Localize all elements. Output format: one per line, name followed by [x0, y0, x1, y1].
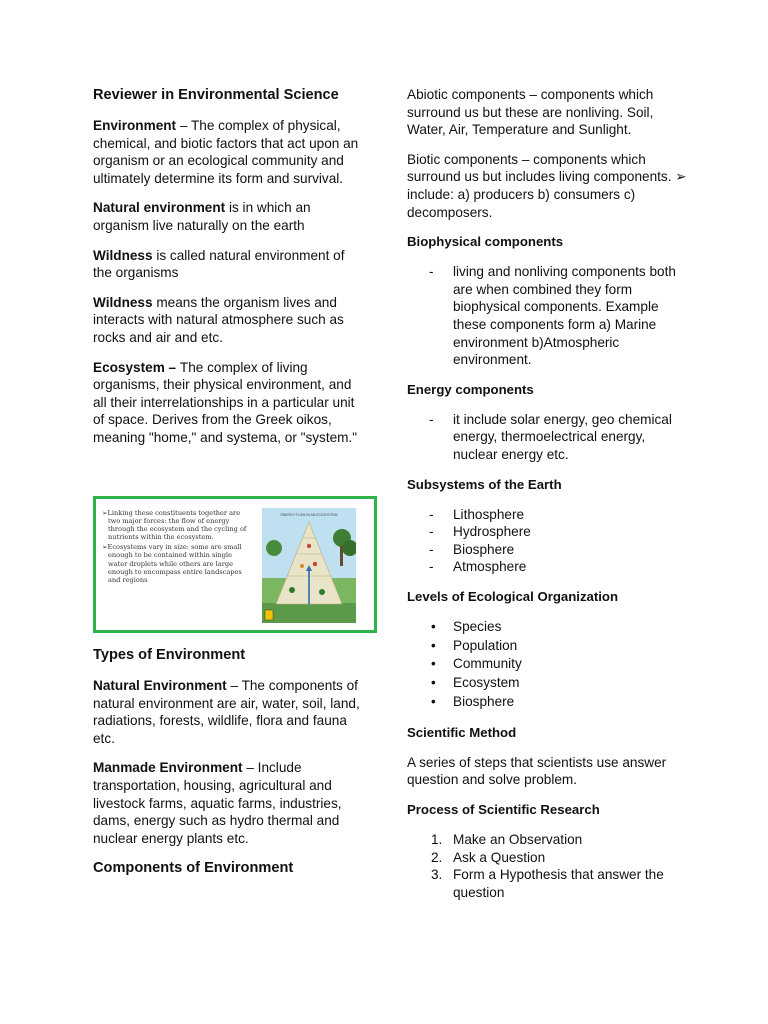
list-item [407, 506, 689, 524]
producer-marker [289, 587, 295, 593]
list-item [407, 831, 689, 849]
biophysical-list [407, 263, 689, 369]
list-item [407, 866, 689, 901]
environment-definition [93, 117, 365, 187]
wildness-def-text-2: means the organism lives and interacts with natural atmosphere such as rocks and air and etc. [93, 294, 344, 345]
subsystems-list [407, 506, 689, 576]
list-number: 2. [431, 849, 443, 865]
biotic-paragraph: Biotic components – components which surround us but includes living components. ➢ include: a) producers b) consumers c) decomposers. [407, 151, 687, 220]
natural-environment-type-term: Natural Environment [93, 678, 227, 693]
figure-bullet-1 [102, 509, 252, 541]
biophysical-heading: Biophysical components [407, 234, 564, 250]
process-heading: Process of Scientific Research [407, 802, 600, 818]
list-item-text: Hydrosphere [453, 524, 531, 540]
energy-list [407, 411, 689, 464]
dash-bullet: - [429, 524, 434, 540]
figure-text [102, 509, 252, 586]
dash-bullet: - [429, 559, 434, 575]
list-item [407, 655, 689, 674]
document-title: Reviewer in Environmental Science [93, 87, 339, 103]
dot-bullet: • [431, 656, 436, 672]
list-item [407, 618, 689, 637]
tree-canopy [266, 540, 282, 556]
natural-environment-term: Natural environment [93, 200, 226, 216]
list-item [407, 637, 689, 656]
left-column [93, 86, 365, 447]
list-item [407, 263, 689, 369]
arrow-bullet-icon: ➢ [102, 509, 108, 517]
left-column-lower [93, 646, 365, 878]
list-item-text: Population [453, 637, 518, 653]
method-heading: Scientific Method [407, 724, 517, 740]
list-number: 1. [431, 832, 443, 848]
subsystems-heading: Subsystems of the Earth [407, 476, 562, 492]
list-item [407, 693, 689, 712]
environment-def-text: – The complex of physical, chemical, and biotic factors that act upon an organism or an ecological community and ultimately determine its form and survival. [93, 118, 359, 186]
wildness-definition-1 [93, 247, 365, 282]
list-item [407, 849, 689, 867]
dash-bullet: - [429, 264, 434, 280]
figure-bullet-1-text: Linking these constituents together are two major forces: the flow of energy through the ecosystem and the cycling of nutrients within the ecosystem. [107, 509, 247, 542]
manmade-environment-type-text: – Include transportation, housing, agricultural and livestock farms, aquatic farms, industries, dams, energy such as hydro thermal and nuclear energy plants etc. [93, 760, 342, 846]
list-item-text: Atmosphere [453, 559, 527, 575]
natural-environment-def-text: is in which an organism live naturally on the earth [93, 200, 311, 233]
natural-environment-definition [93, 199, 365, 234]
consumer-marker [300, 564, 304, 568]
list-number: 3. [431, 867, 443, 883]
list-item-text: living and nonliving components both are when combined they form biophysical components. Example these components form a) Marine environment b)Atmospheric environment. [453, 264, 676, 368]
list-item [407, 541, 689, 559]
list-item [407, 558, 689, 576]
list-item [407, 411, 689, 464]
dot-bullet: • [431, 694, 436, 710]
consumer-marker [313, 562, 317, 566]
environment-term: Environment [93, 118, 177, 133]
list-item-text: Form a Hypothesis that answer the question [453, 867, 664, 900]
list-item-text: Make an Observation [453, 832, 583, 848]
energy-heading: Energy components [407, 381, 534, 397]
producer-marker [319, 589, 325, 595]
wildness-term-2: Wildness [93, 294, 153, 310]
list-item [407, 523, 689, 541]
method-paragraph: A series of steps that scientists use answer question and solve problem. [407, 754, 667, 788]
dot-bullet: • [431, 637, 436, 653]
wildness-definition-2 [93, 294, 365, 347]
types-heading: Types of Environment [93, 647, 246, 663]
figure-bullet-2 [102, 543, 252, 583]
ecosystem-term: Ecosystem – [93, 359, 180, 375]
ecosystem-figure [93, 496, 377, 633]
abiotic-paragraph: Abiotic components – components which surround us but these are nonliving. Soil, Water, Air, Temperature and Sunlight. [407, 87, 654, 138]
list-item [407, 674, 689, 693]
panel-title: ENERGY FLOW IN AN ECOSYSTEM [280, 513, 338, 517]
dot-bullet: • [431, 618, 436, 634]
wildness-term-1: Wildness [93, 247, 153, 263]
manmade-environment-type [93, 759, 365, 847]
list-item-text: Biosphere [453, 694, 515, 710]
list-item-text: Ecosystem [453, 675, 520, 691]
right-column [407, 86, 689, 901]
ecosystem-def-text: The complex of living organisms, their physical environment, and all their interrelationships in a particular unit of space. Derives from the Greek oikos, meaning "home," and systema, or "system." [93, 359, 358, 445]
arrow-bullet-icon: ➢ [102, 543, 108, 552]
dash-bullet: - [429, 506, 434, 522]
dot-bullet: • [431, 675, 436, 691]
levels-heading: Levels of Ecological Organization [407, 588, 619, 604]
figure-bullet-2-text: Ecosystems vary in size: some are small enough to be contained within single water droplets while others are large enough to encompass entire landscapes and regions [107, 543, 242, 584]
energy-flow-illustration [262, 508, 356, 623]
wildness-def-text-1: is called natural environment of the organisms [93, 247, 345, 281]
ground-lower [262, 603, 356, 623]
ecosystem-definition [93, 359, 365, 447]
list-item-text: it include solar energy, geo chemical energy, thermoelectrical energy, nuclear energy etc. [453, 411, 672, 462]
manmade-environment-type-term: Manmade Environment [93, 760, 243, 776]
list-item-text: Ask a Question [453, 849, 546, 865]
process-list [407, 831, 689, 901]
list-item-text: Species [453, 618, 502, 634]
publisher-logo [265, 610, 273, 620]
components-heading: Components of Environment [93, 860, 294, 877]
list-item-text: Lithosphere [453, 506, 525, 522]
natural-environment-type-text: – The components of natural environment are air, water, soil, land, radiations, forests, wildlife, flora and fauna etc. [93, 678, 360, 746]
dash-bullet: - [429, 411, 434, 427]
levels-list [407, 618, 689, 712]
dash-bullet: - [429, 541, 434, 557]
natural-environment-type [93, 677, 365, 747]
list-item-text: Biosphere [453, 541, 515, 557]
tree-trunk [340, 546, 343, 566]
consumer-marker [307, 544, 311, 548]
list-item-text: Community [453, 656, 522, 672]
